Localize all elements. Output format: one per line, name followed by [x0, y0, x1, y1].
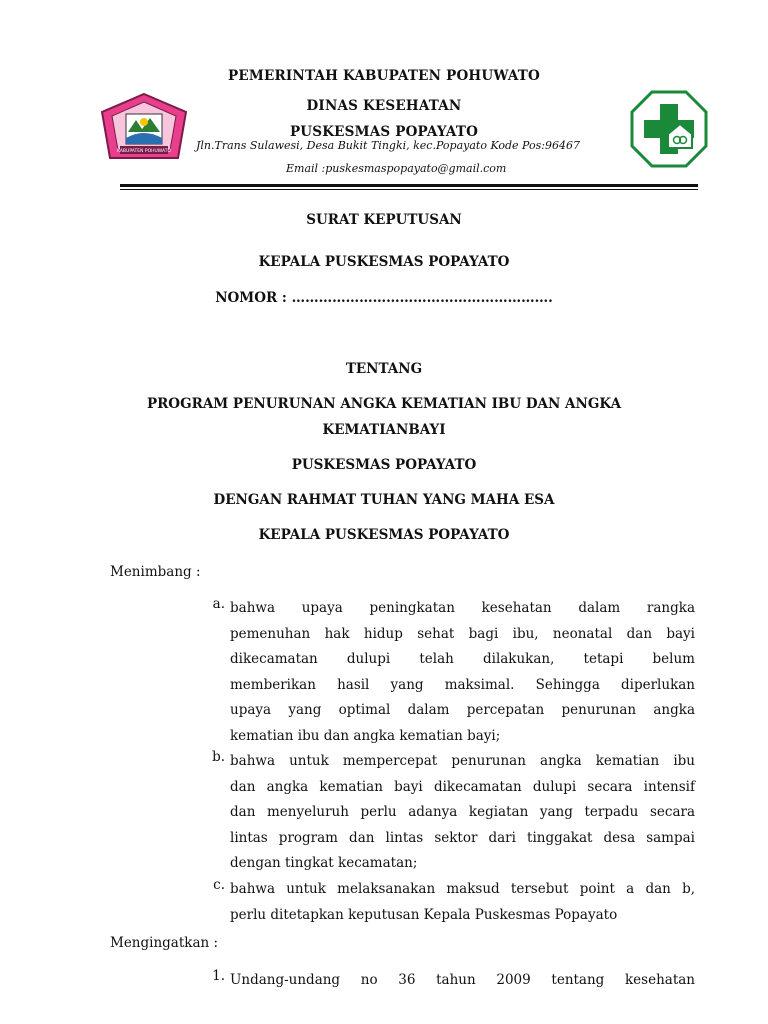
- item-line: upaya yang optimal dalam percepatan penurunan angka: [230, 702, 695, 719]
- header-government: PEMERINTAH KABUPATEN POHUWATO: [228, 68, 540, 84]
- menimbang-item-c: [195, 877, 695, 928]
- title-program-line2: KEMATIANBAYI: [322, 422, 446, 438]
- item-line: kematian ibu dan angka kematian bayi;: [230, 727, 501, 744]
- header-divider-thick: [120, 184, 698, 187]
- title-tentang: TENTANG: [345, 361, 423, 377]
- menimbang-item-b: [195, 749, 695, 877]
- title-surat-keputusan: SURAT KEPUTUSAN: [306, 212, 462, 228]
- menimbang-item-a: [195, 596, 695, 750]
- header-dinas: DINAS KESEHATAN: [306, 98, 462, 114]
- item-line: dan menyeluruh perlu adanya kegiatan yang terpadu secara: [230, 804, 695, 821]
- header-address: Jln.Trans Sulawesi, Desa Bukit Tingki, kec.Popayato Kode Pos:96467: [196, 139, 580, 152]
- title-puskesmas: PUSKESMAS POPAYATO: [291, 457, 477, 473]
- title-kepala: KEPALA PUSKESMAS POPAYATO: [258, 254, 510, 270]
- item-line: lintas program dan lintas sektor dari tinggakat desa sampai: [230, 829, 695, 846]
- mengingatkan-label: Mengingatkan :: [110, 935, 219, 951]
- header-email: Email :puskesmaspopayato@gmail.com: [286, 162, 507, 175]
- header-divider-thin: [120, 189, 698, 190]
- logo-left-text: KABUPATEN POHUWATO: [116, 149, 172, 154]
- item-line: dan angka kematian bayi dikecamatan dulupi secara intensif: [230, 778, 695, 795]
- item-line: bahwa untuk melaksanakan maksud tersebut point a dan b,: [230, 881, 695, 897]
- title-rahmat: DENGAN RAHMAT TUHAN YANG MAHA ESA: [213, 492, 555, 508]
- item-line: bahwa upaya peningkatan kesehatan dalam rangka: [230, 600, 695, 616]
- item-marker: a.: [212, 596, 225, 612]
- item-line: perlu ditetapkan keputusan Kepala Puskesmas Popayato: [230, 906, 618, 923]
- mengingatkan-item-1: [195, 968, 695, 994]
- item-line: memberikan hasil yang maksimal. Sehingga diperlukan: [230, 676, 695, 693]
- menimbang-label: Menimbang :: [110, 564, 201, 580]
- title-program-line1: PROGRAM PENURUNAN ANGKA KEMATIAN IBU DAN ANGKA: [146, 396, 622, 412]
- item-marker: c.: [213, 877, 225, 893]
- header-puskesmas: PUSKESMAS POPAYATO: [289, 124, 479, 140]
- title-nomor: NOMOR : ………………………………………………….: [215, 290, 553, 306]
- item-line: dengan tingkat kecamatan;: [230, 855, 418, 872]
- item-line: bahwa untuk mempercepat penurunan angka kematian ibu: [230, 753, 695, 769]
- title-kepala-2: KEPALA PUSKESMAS POPAYATO: [258, 527, 510, 543]
- item-line: pemenuhan hak hidup sehat bagi ibu, neonatal dan bayi: [230, 625, 695, 642]
- item-marker: b.: [212, 749, 225, 765]
- item-line: Undang-undang no 36 tahun 2009 tentang kesehatan: [230, 972, 695, 988]
- item-line: dikecamatan dulupi telah dilakukan, tetapi belum: [230, 651, 695, 668]
- item-marker: 1.: [212, 968, 225, 984]
